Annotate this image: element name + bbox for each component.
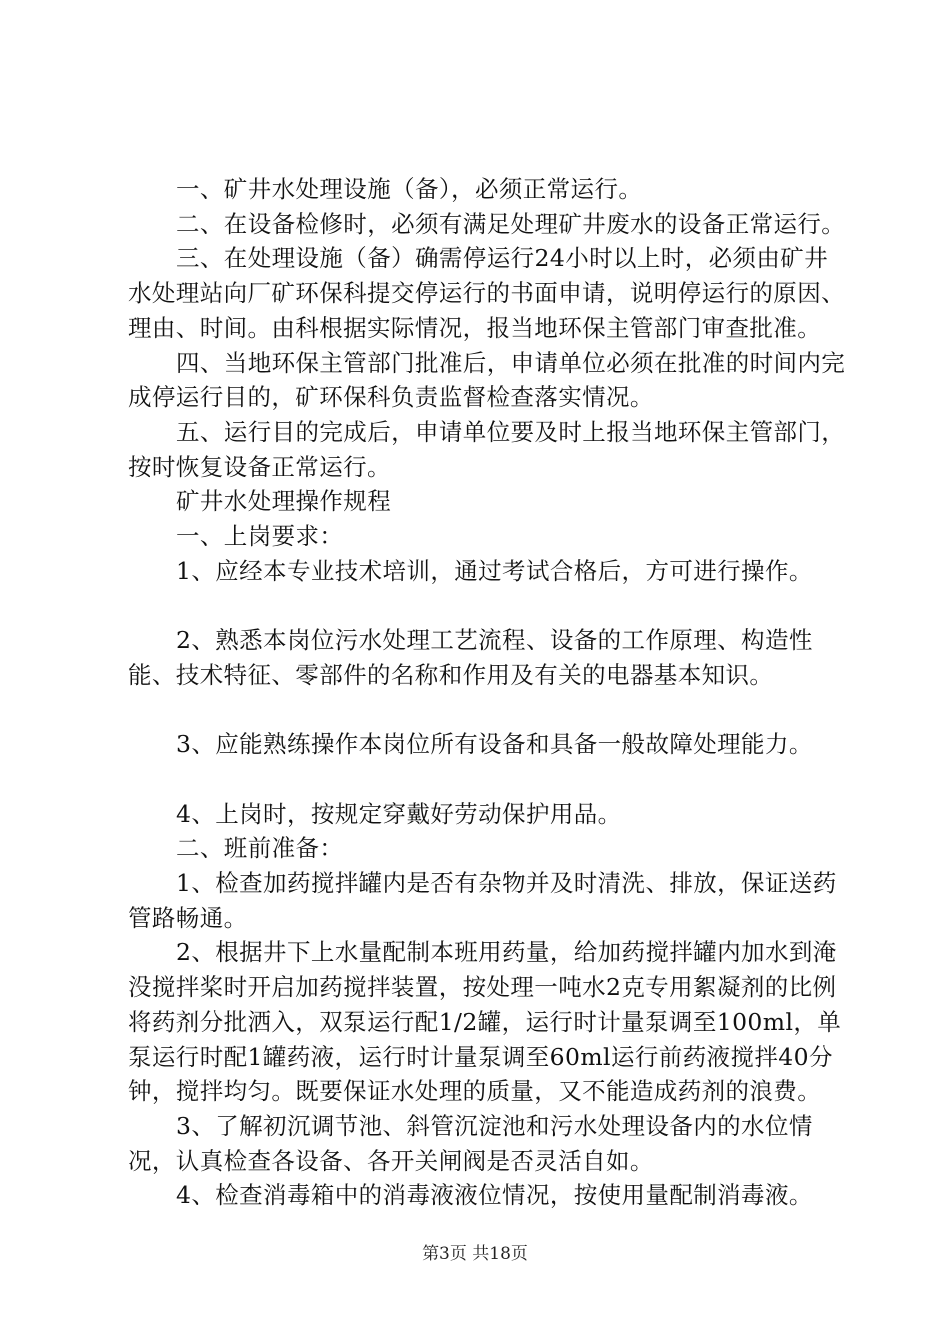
list-item: 2、根据井下上水量配制本班用药量，给加药搅拌罐内加水到淹没搅拌桨时开启加药搅拌装置，按处理一吨水2克专用絮凝剂的比例将药剂分批洒入，双泵运行配1/2罐，运行时计量泵调至100ml，单泵运行时配1罐药液，运行时计量泵调至60ml运行前药液搅拌40分钟，搅拌均匀。既要保证水处理的质量，又不能造成药剂的浪费。 <box>128 938 842 1106</box>
list-item: 4、上岗时，按规定穿戴好劳动保护用品。 <box>176 799 622 828</box>
list-item: 2、熟悉本岗位污水处理工艺流程、设备的工作原理、构造性能、技术特征、零部件的名称和作用及有关的电器基本知识。 <box>128 626 813 689</box>
list-item: 1、检查加药搅拌罐内是否有杂物并及时清洗、排放，保证送药管路畅通。 <box>128 869 837 932</box>
list-item: 3、应能熟练操作本岗位所有设备和具备一般故障处理能力。 <box>176 730 813 759</box>
section-title: 矿井水处理操作规程 <box>176 487 392 516</box>
list-item: 1、应经本专业技术培训，通过考试合格后，方可进行操作。 <box>176 556 813 585</box>
page-footer: 第3页 共18页 <box>422 1244 528 1264</box>
paragraph: 三、在处理设施（备）确需停运行24小时以上时，必须由矿井水处理站向厂矿环保科提交停运行的书面申请，说明停运行的原因、理由、时间。由科根据实际情况，报当地环保主管部门审查批准。 <box>128 244 845 342</box>
section-heading: 一、上岗要求： <box>176 522 344 551</box>
paragraph: 二、在设备检修时，必须有满足处理矿井废水的设备正常运行。 <box>176 209 846 238</box>
paragraph: 四、当地环保主管部门批准后，申请单位必须在批准的时间内完成停运行目的，矿环保科负责监督检查落实情况。 <box>128 348 846 412</box>
document-body <box>128 172 848 1213</box>
list-item: 3、了解初沉调节池、斜管沉淀池和污水处理设备内的水位情况，认真检查各设备、各开关闸阀是否灵活自如。 <box>128 1111 813 1175</box>
section-heading: 二、班前准备： <box>176 834 344 863</box>
paragraph: 一、矿井水处理设施（备），必须正常运行。 <box>176 175 643 203</box>
list-item: 4、检查消毒箱中的消毒液液位情况，按使用量配制消毒液。 <box>176 1181 813 1210</box>
paragraph: 五、运行目的完成后，申请单位要及时上报当地环保主管部门，按时恢复设备正常运行。 <box>128 417 846 481</box>
